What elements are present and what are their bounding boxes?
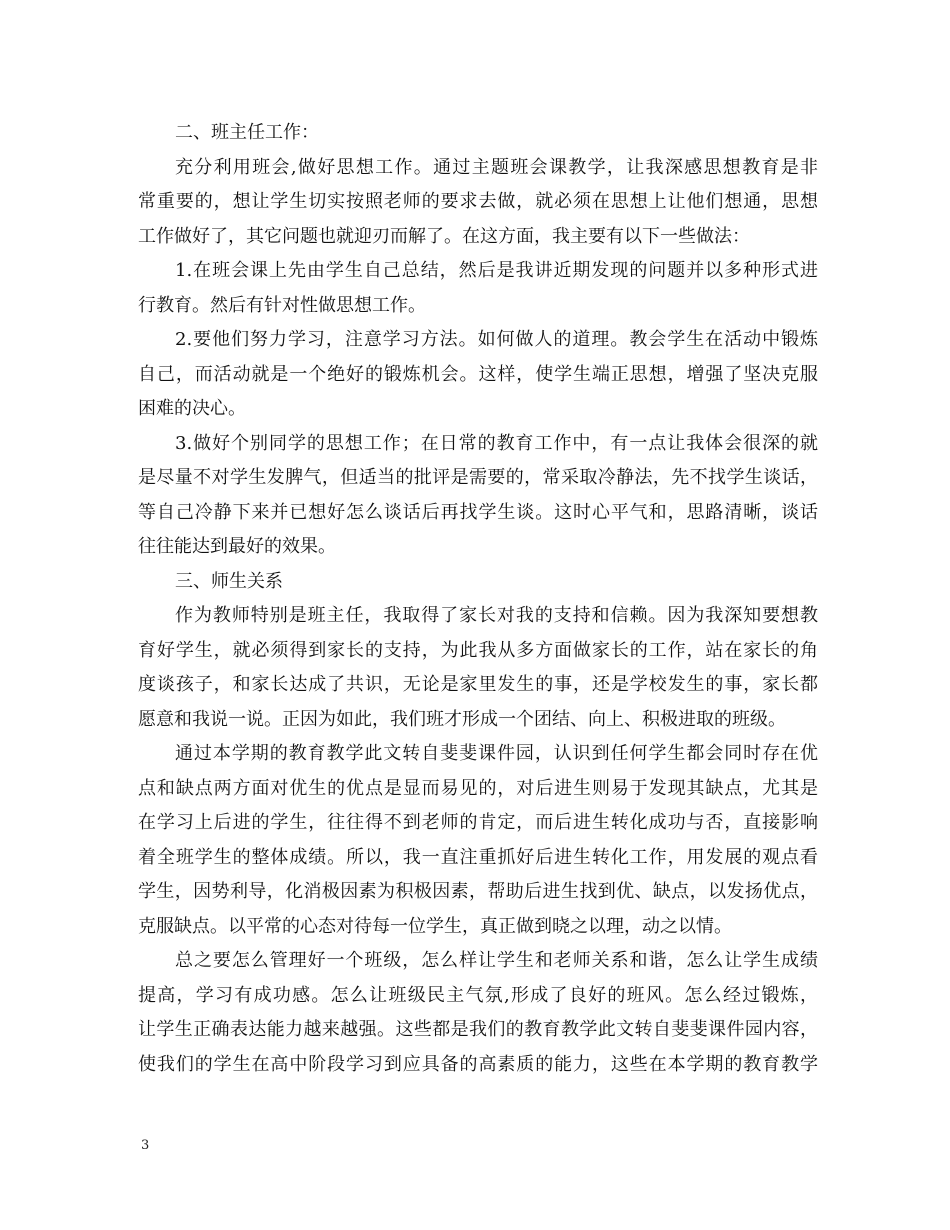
text-line: 1.在班会课上先由学生自己总结，然后是我讲近期发现的问题并以多种形式进	[175, 260, 818, 281]
page-number: 3	[141, 1138, 150, 1153]
text-line: 行教育。然后有针对性做思想工作。	[138, 294, 426, 316]
text-line: 提高，学习有成功感。怎么让班级民主气氛,形成了良好的班风。怎么经过锻炼，	[138, 984, 818, 1006]
text-line: 作为教师特别是班主任，我取得了家长对我的支持和信赖。因为我深知要想教	[175, 605, 818, 626]
text-line: 使我们的学生在高中阶段学习到应具备的高素质的能力，这些在本学期的教育教学	[138, 1053, 818, 1075]
text-line: 等自己冷静下来并已想好怎么谈话后再找学生谈。这时心平气和，思路清晰，谈话	[138, 501, 818, 523]
text-line: 学生，因势利导，化消极因素为积极因素，帮助后进生找到优、缺点，以发扬优点，	[138, 881, 818, 902]
text-line: 3.做好个别同学的思想工作；在日常的教育工作中，有一点让我体会很深的就	[175, 432, 818, 454]
text-line: 愿意和我说一说。正因为如此，我们班才形成一个团结、向上、积极进取的班级。	[138, 708, 786, 730]
text-line: 在学习上后进的学生，往往得不到老师的肯定，而后进生转化成功与否，直接影响	[138, 812, 818, 833]
text-line: 度谈孩子，和家长达成了共识，无论是家里发生的事，还是学校发生的事，家长都	[138, 674, 818, 695]
text-line: 总之要怎么管理好一个班级，怎么样让学生和老师关系和谐，怎么让学生成绩	[175, 950, 818, 971]
text-line: 着全班学生的整体成绩。所以，我一直注重抓好后进生转化工作，用发展的观点看	[138, 846, 818, 868]
text-line: 二、班主任工作：	[175, 122, 319, 143]
text-line: 往往能达到最好的效果。	[138, 536, 336, 557]
text-line: 三、师生关系	[175, 570, 283, 592]
text-line: 常重要的，想让学生切实按照老师的要求去做，就必须在思想上让他们想通，思想	[138, 191, 818, 212]
text-line: 克服缺点。以平常的心态对待每一位学生，真正做到晓之以理，动之以情。	[138, 915, 732, 937]
document-body	[138, 116, 818, 1082]
text-line: 点和缺点两方面对优生的优点是显而易见的，对后进生则易于发现其缺点，尤其是	[138, 777, 818, 799]
text-line: 工作做好了，其它问题也就迎刃而解了。在这方面，我主要有以下一些做法：	[138, 225, 750, 247]
text-line: 困难的决心。	[138, 398, 246, 419]
text-line: 通过本学期的教育教学此文转自斐斐课件园，认识到任何学生都会同时存在优	[175, 743, 818, 764]
text-line: 育好学生，就必须得到家长的支持，为此我从多方面做家长的工作，站在家长的角	[138, 639, 818, 661]
text-line: 是尽量不对学生发脾气，但适当的批评是需要的，常采取冷静法，先不找学生谈话，	[138, 467, 818, 488]
text-line: 充分利用班会,做好思想工作。通过主题班会课教学，让我深感思想教育是非	[175, 156, 818, 178]
text-line: 2.要他们努力学习，注意学习方法。如何做人的道理。教会学生在活动中锻炼	[175, 329, 818, 350]
text-line: 让学生正确表达能力越来越强。这些都是我们的教育教学此文转自斐斐课件园内容，	[138, 1019, 818, 1040]
text-line: 自己，而活动就是一个绝好的锻炼机会。这样，使学生端正思想，增强了坚决克服	[138, 363, 818, 385]
